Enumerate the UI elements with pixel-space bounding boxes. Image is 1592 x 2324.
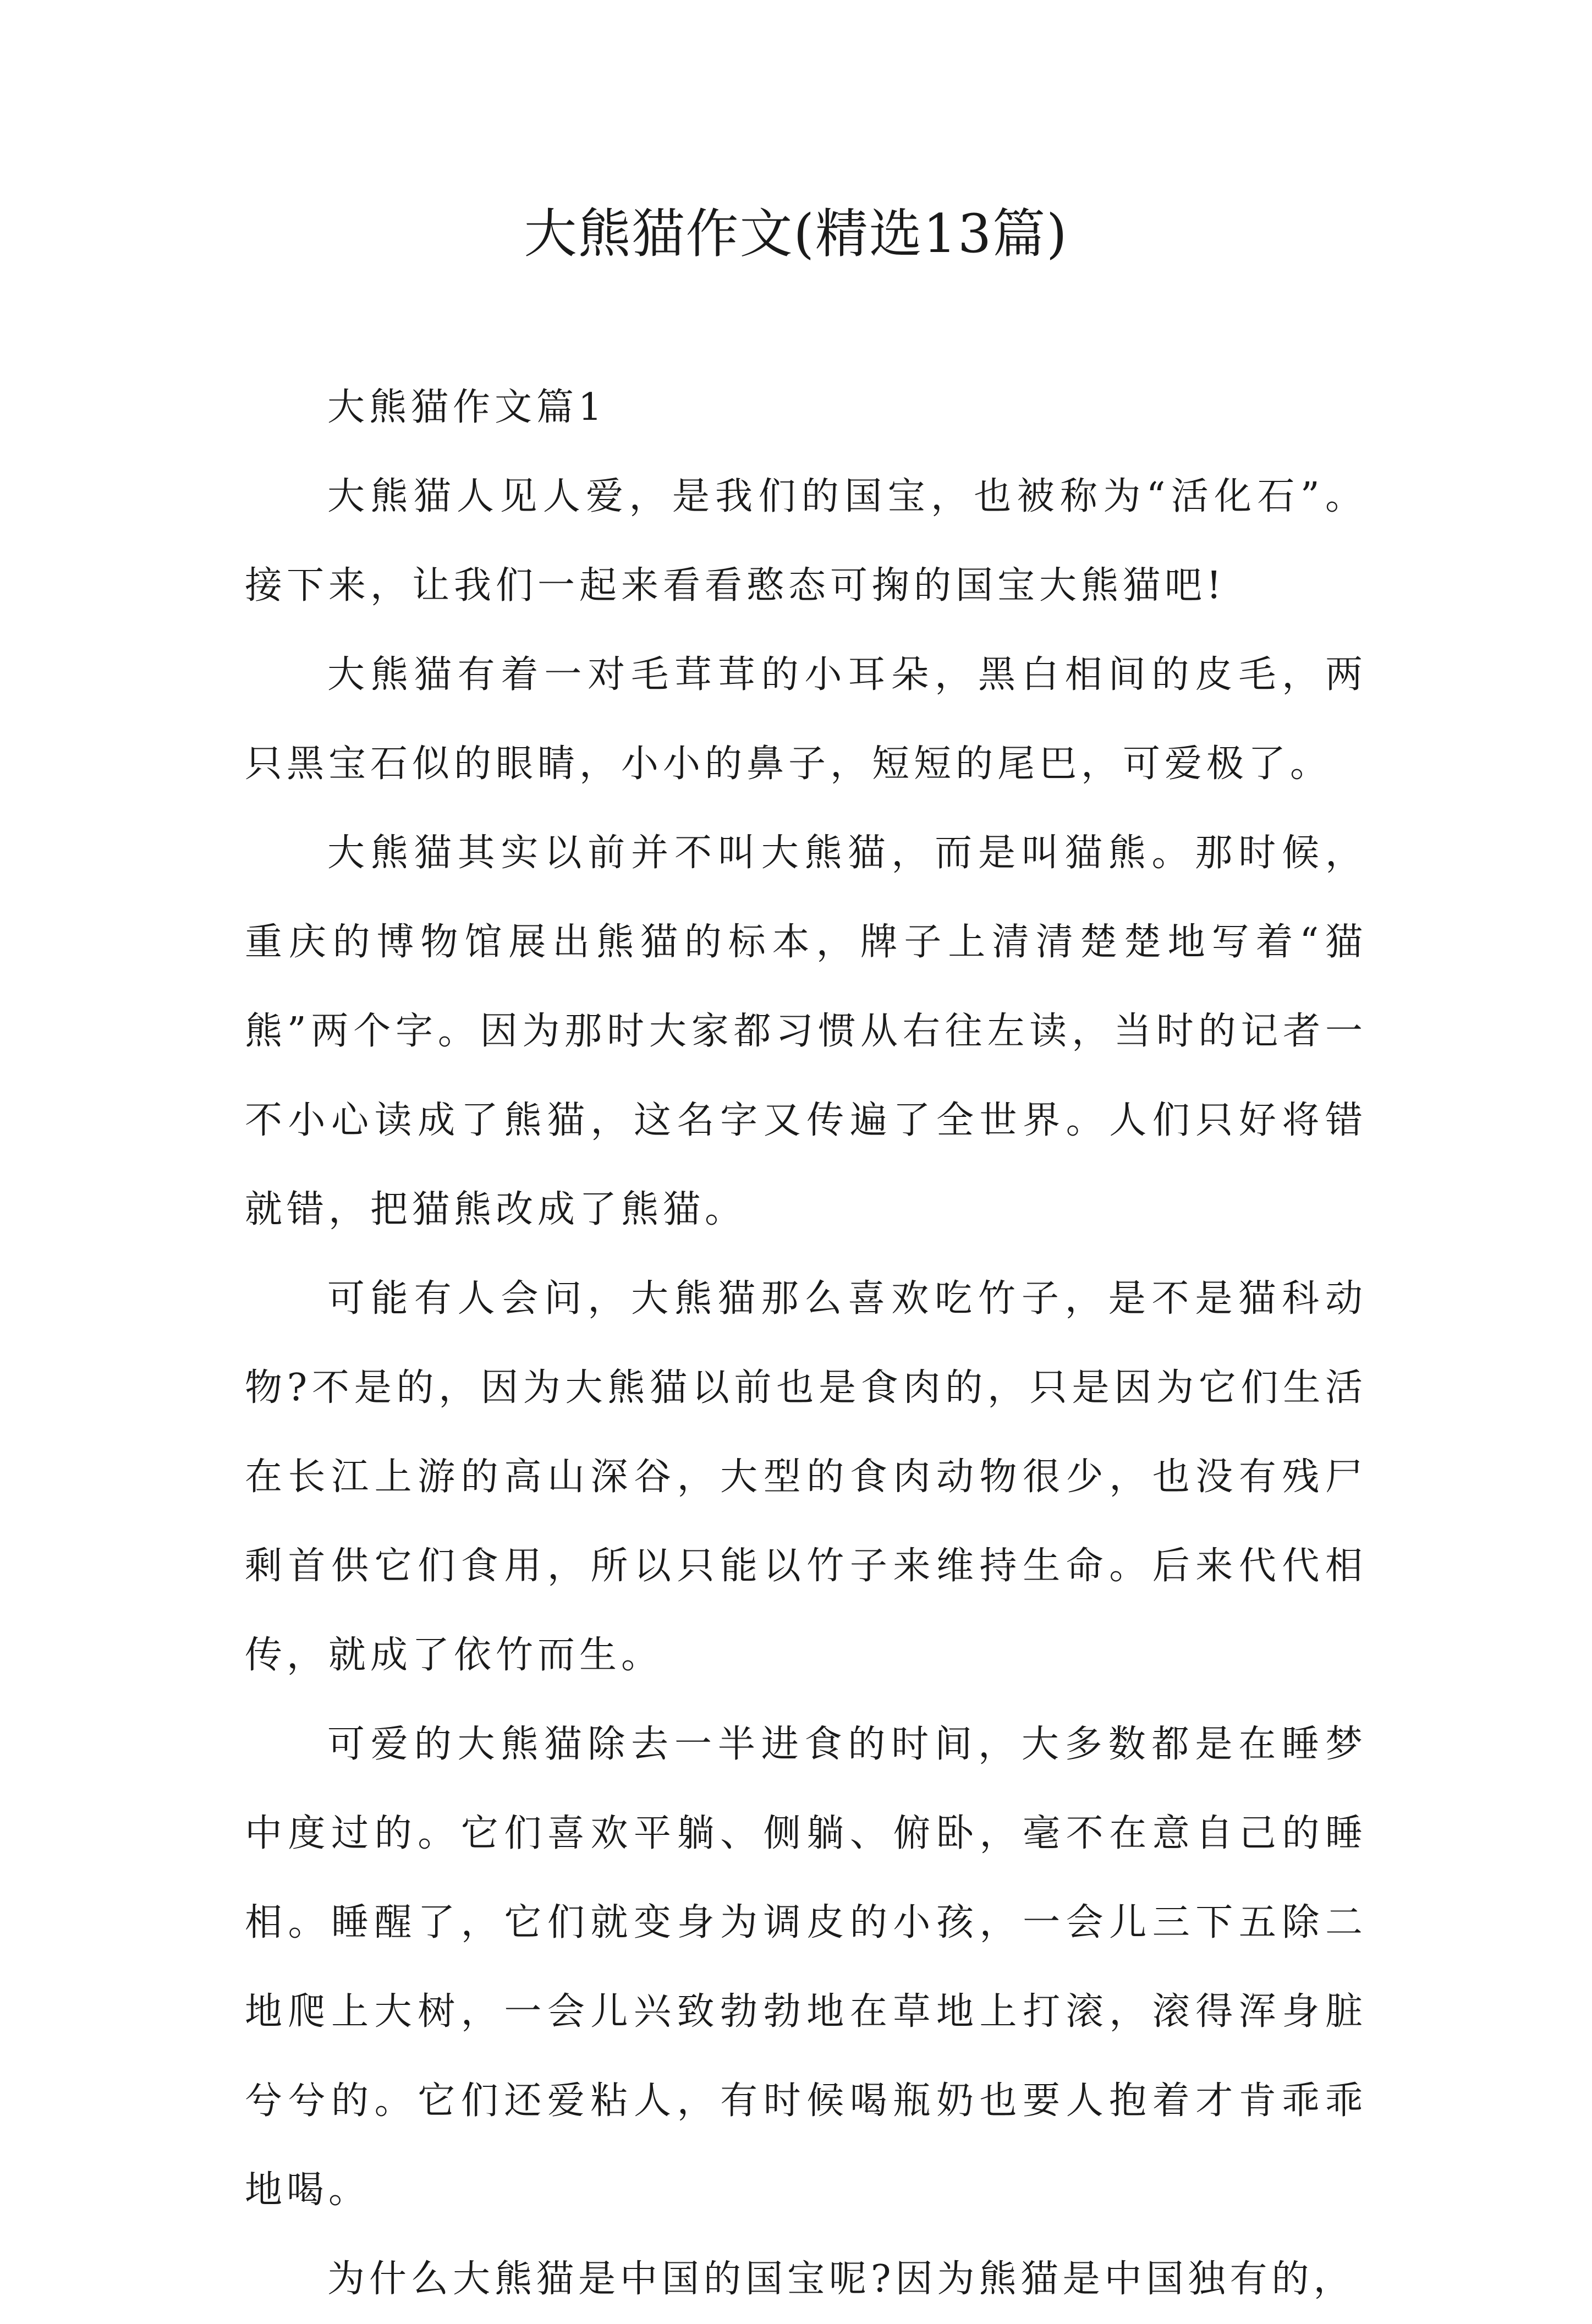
paragraph-4: 可能有人会问，大熊猫那么喜欢吃竹子，是不是猫科动物?不是的，因为大熊猫以前也是食肉的，只是因为它们生活在长江上游的高山深谷，大型的食肉动物很少，也没有残尸剩首供它们食用，所以只能以竹子来维持生命。后来代代相传，就成了依竹而生。 bbox=[245, 1277, 1367, 1677]
document-body bbox=[245, 363, 1367, 2324]
section-heading: 大熊猫作文篇1 bbox=[327, 386, 607, 429]
paragraph-5: 可爱的大熊猫除去一半进食的时间，大多数都是在睡梦中度过的。它们喜欢平躺、侧躺、俯卧，毫不在意自己的睡相。睡醒了，它们就变身为调皮的小孩，一会儿三下五除二地爬上大树，一会儿兴致勃勃地在草地上打滚，滚得浑身脏兮兮的。它们还爱粘人，有时候喝瓶奶也要人抱着才肯乖乖地喝。 bbox=[245, 1723, 1367, 2212]
paragraph-2: 大熊猫有着一对毛茸茸的小耳朵，黑白相间的皮毛，两只黑宝石似的眼睛，小小的鼻子，短短的尾巴，可爱极了。 bbox=[245, 653, 1367, 786]
document-title: 大熊猫作文(精选13篇) bbox=[524, 203, 1068, 265]
paragraph-6: 为什么大熊猫是中国的国宝呢?因为熊猫是中国独有的， bbox=[327, 2257, 1355, 2301]
paragraph-3: 大熊猫其实以前并不叫大熊猫，而是叫猫熊。那时候，重庆的博物馆展出熊猫的标本，牌子上清清楚楚地写着“猫熊”两个字。因为那时大家都习惯从右往左读，当时的记者一不小心读成了熊猫，这名字又传遍了全世界。人们只好将错就错，把猫熊改成了熊猫。 bbox=[245, 831, 1367, 1231]
paragraph-1: 大熊猫人见人爱，是我们的国宝，也被称为“活化石”。接下来，让我们一起来看看憨态可掬的国宝大熊猫吧! bbox=[245, 475, 1367, 607]
